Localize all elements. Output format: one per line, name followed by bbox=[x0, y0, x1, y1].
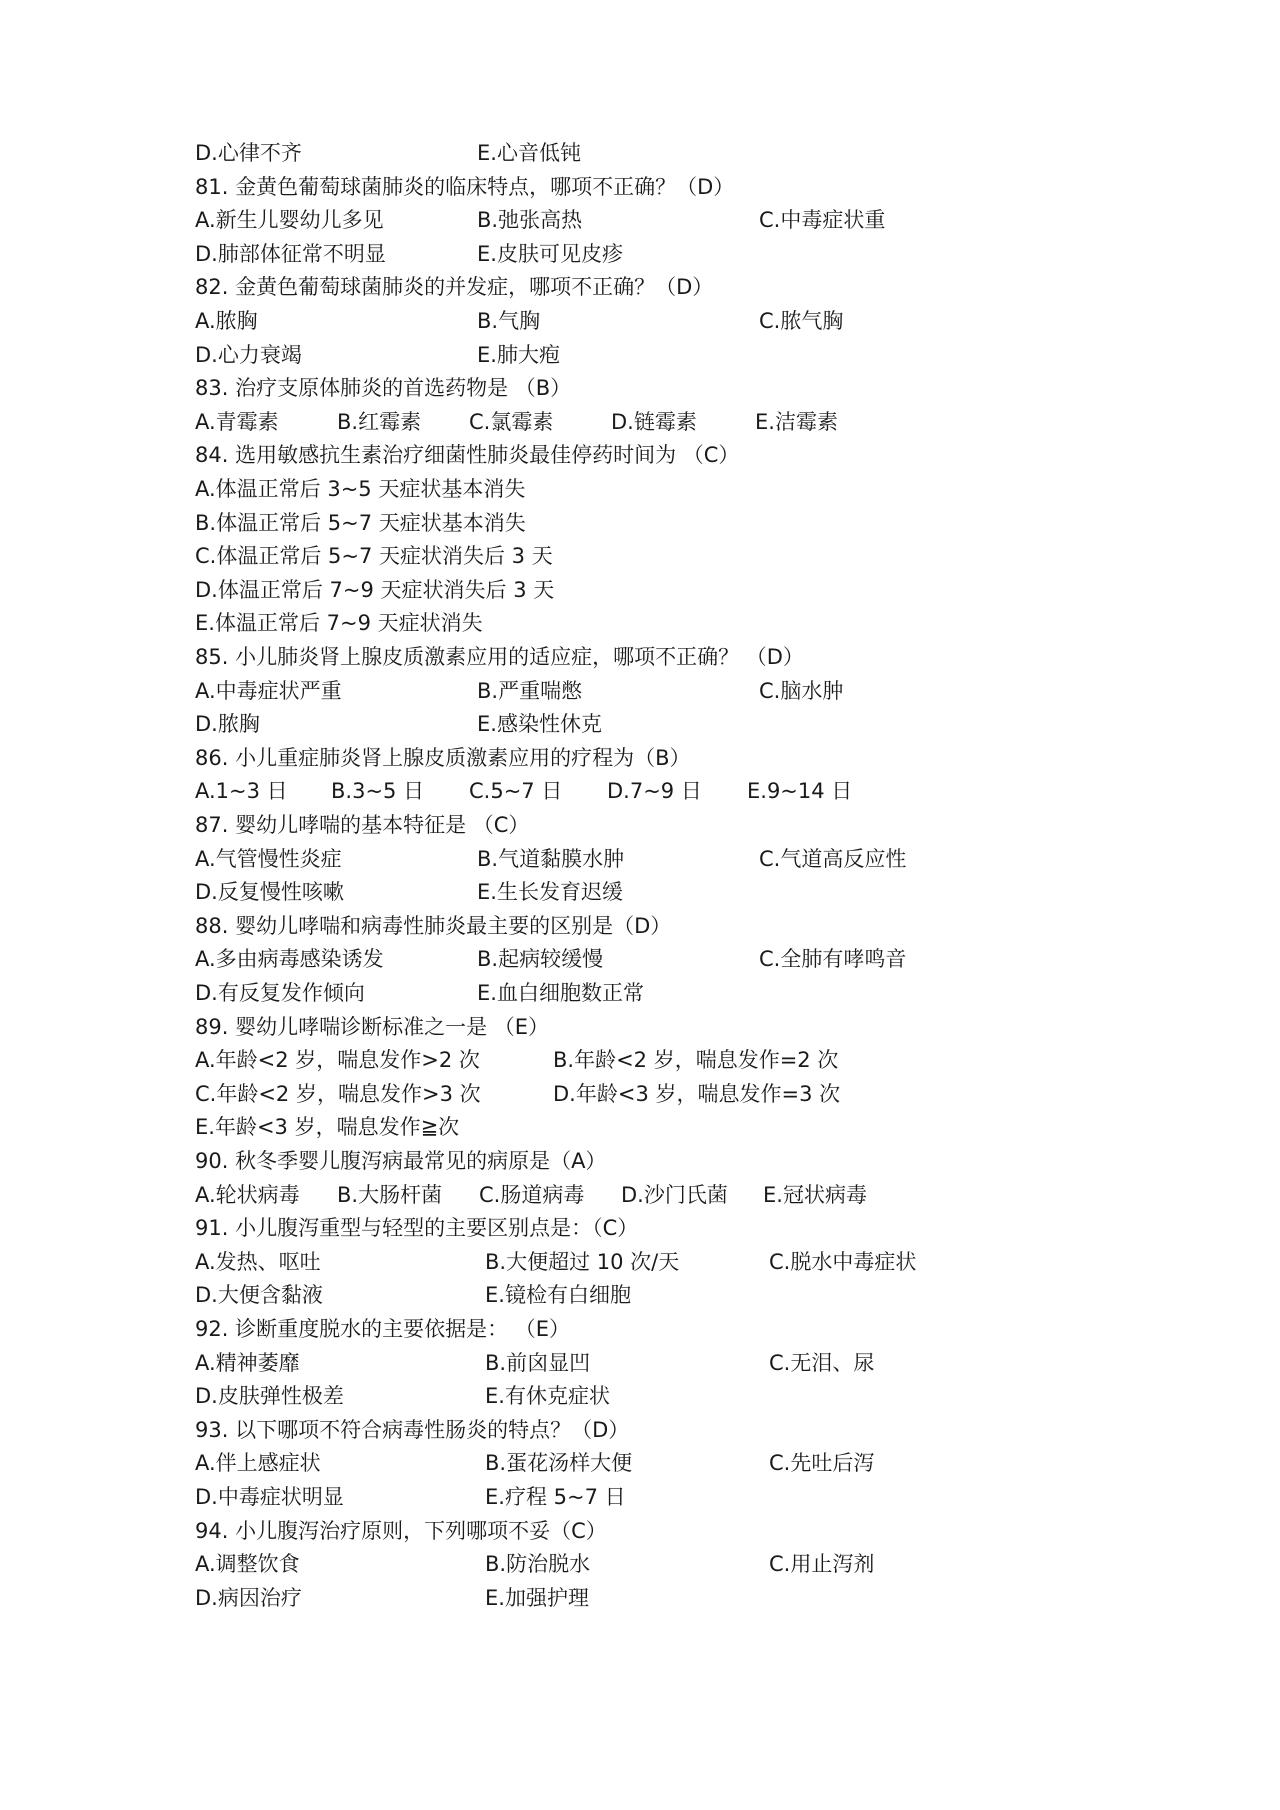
option-row bbox=[195, 774, 1195, 808]
question-stem: 90. 秋冬季婴儿腹泻病最常见的病原是（A） bbox=[195, 1149, 607, 1173]
answer-option: D.肺部体征常不明显 bbox=[195, 241, 386, 266]
question-stem: 93. 以下哪项不符合病毒性肠炎的特点？（D） bbox=[195, 1417, 630, 1442]
answer-option: B.气胸 bbox=[477, 309, 541, 333]
answer-option: E.9~14 日 bbox=[747, 779, 853, 804]
option-row bbox=[195, 1043, 1195, 1077]
question-stem: 89. 婴幼儿哮喘诊断标准之一是 （E） bbox=[195, 1014, 550, 1039]
answer-option: D.中毒症状明显 bbox=[195, 1485, 344, 1509]
question-stem: 84. 选用敏感抗生素治疗细菌性肺炎最佳停药时间为 （C） bbox=[195, 443, 740, 468]
answer-option: A.新生儿婴幼儿多见 bbox=[195, 208, 384, 233]
answer-option: D.7~9 日 bbox=[607, 779, 702, 804]
answer-option: C.5~7 日 bbox=[469, 779, 563, 804]
answer-option: E.肺大疱 bbox=[477, 342, 560, 367]
answer-option: A.伴上感症状 bbox=[195, 1451, 321, 1476]
option-row bbox=[195, 875, 1195, 909]
answer-option: B.年龄<2 岁，喘息发作=2 次 bbox=[553, 1048, 839, 1073]
answer-option: B.弛张高热 bbox=[477, 208, 583, 233]
option-row bbox=[195, 1446, 1195, 1480]
option-row bbox=[195, 1547, 1195, 1581]
option-row bbox=[195, 1245, 1195, 1279]
answer-option: C.先吐后泻 bbox=[769, 1451, 875, 1476]
answer-option: B.防治脱水 bbox=[485, 1552, 591, 1577]
answer-option: A.1~3 日 bbox=[195, 779, 288, 804]
question-stem: 88. 婴幼儿哮喘和病毒性肺炎最主要的区别是（D） bbox=[195, 913, 672, 938]
option-row bbox=[195, 674, 1195, 708]
answer-option: C.用止泻剂 bbox=[769, 1552, 875, 1577]
answer-option: C.无泪、尿 bbox=[769, 1350, 875, 1375]
option-row bbox=[195, 1379, 1195, 1413]
question-stem: 82. 金黄色葡萄球菌肺炎的并发症，哪项不正确？（D） bbox=[195, 275, 714, 300]
option-row bbox=[195, 237, 1195, 271]
option-row bbox=[195, 1346, 1195, 1380]
answer-option: D.有反复发作倾向 bbox=[195, 981, 365, 1005]
option-row bbox=[195, 338, 1195, 372]
answer-option: A.精神萎靡 bbox=[195, 1350, 300, 1375]
answer-option: B.严重喘憋 bbox=[477, 678, 583, 703]
answer-option: E.有休克症状 bbox=[485, 1384, 610, 1409]
question-stem: 81. 金黄色葡萄球菌肺炎的临床特点，哪项不正确？（D） bbox=[195, 174, 735, 199]
answer-option: A.多由病毒感染诱发 bbox=[195, 947, 384, 972]
answer-option: A.青霉素 bbox=[195, 409, 279, 434]
answer-option: A.年龄<2 岁，喘息发作>2 次 bbox=[195, 1048, 480, 1073]
answer-option: A.气管慢性炎症 bbox=[195, 846, 342, 871]
question-stem: 87. 婴幼儿哮喘的基本特征是 （C） bbox=[195, 813, 530, 837]
answer-option: B.红霉素 bbox=[337, 409, 422, 434]
answer-option: E.疗程 5~7 日 bbox=[485, 1485, 626, 1509]
answer-option: C.体温正常后 5~7 天症状消失后 3 天 bbox=[195, 544, 553, 569]
answer-option: D.大便含黏液 bbox=[195, 1283, 323, 1308]
answer-option: C.脓气胸 bbox=[759, 309, 844, 333]
option-row bbox=[195, 842, 1195, 876]
answer-option: E.洁霉素 bbox=[755, 409, 838, 434]
option-row bbox=[195, 1480, 1195, 1514]
question-stem: 86. 小儿重症肺炎肾上腺皮质激素应用的疗程为（B） bbox=[195, 745, 691, 770]
answer-option: A.轮状病毒 bbox=[195, 1182, 300, 1207]
answer-option: A.体温正常后 3~5 天症状基本消失 bbox=[195, 477, 526, 501]
option-row bbox=[195, 304, 1195, 338]
answer-option: D.年龄<3 岁，喘息发作=3 次 bbox=[553, 1081, 841, 1106]
answer-option: E.体温正常后 7~9 天症状消失 bbox=[195, 611, 483, 636]
answer-option: C.肠道病毒 bbox=[479, 1182, 585, 1207]
answer-option: E.心音低钝 bbox=[477, 141, 581, 165]
answer-option: B.体温正常后 5~7 天症状基本消失 bbox=[195, 510, 526, 535]
answer-option: C.脱水中毒症状 bbox=[769, 1249, 917, 1274]
option-row bbox=[195, 1178, 1195, 1212]
answer-option: C.年龄<2 岁，喘息发作>3 次 bbox=[195, 1081, 481, 1106]
answer-option: D.病因治疗 bbox=[195, 1585, 302, 1610]
answer-option: E.感染性休克 bbox=[477, 712, 602, 737]
answer-option: D.心力衰竭 bbox=[195, 342, 302, 367]
answer-option: B.大便超过 10 次/天 bbox=[485, 1249, 680, 1274]
question-stem: 85. 小儿肺炎肾上腺皮质激素应用的适应症，哪项不正确？ （D） bbox=[195, 645, 804, 669]
question-stem: 91. 小儿腹泻重型与轻型的主要区别点是：（C） bbox=[195, 1216, 639, 1241]
answer-option: B.起病较缓慢 bbox=[477, 947, 604, 972]
answer-option: A.脓胸 bbox=[195, 309, 258, 333]
option-row bbox=[195, 942, 1195, 976]
answer-option: B.气道黏膜水肿 bbox=[477, 846, 625, 871]
answer-option: A.调整饮食 bbox=[195, 1552, 300, 1577]
answer-option: E.年龄<3 岁，喘息发作≧次 bbox=[195, 1115, 460, 1140]
question-stem: 83. 治疗支原体肺炎的首选药物是 （B） bbox=[195, 376, 572, 401]
answer-option: E.加强护理 bbox=[485, 1585, 589, 1610]
answer-option: C.氯霉素 bbox=[469, 409, 554, 434]
answer-option: B.蛋花汤样大便 bbox=[485, 1451, 633, 1476]
option-row bbox=[195, 1278, 1195, 1312]
answer-option: C.气道高反应性 bbox=[759, 846, 907, 871]
answer-option: E.冠状病毒 bbox=[763, 1182, 867, 1207]
answer-option: B.前囟显凹 bbox=[485, 1350, 591, 1375]
answer-option: B.大肠杆菌 bbox=[337, 1182, 443, 1207]
answer-option: D.体温正常后 7~9 天症状消失后 3 天 bbox=[195, 577, 555, 602]
answer-option: D.沙门氏菌 bbox=[621, 1182, 728, 1207]
answer-option: C.全肺有哮鸣音 bbox=[759, 947, 907, 972]
answer-option: C.中毒症状重 bbox=[759, 208, 886, 233]
answer-option: D.反复慢性咳嗽 bbox=[195, 880, 344, 905]
question-stem: 92. 诊断重度脱水的主要依据是： （E） bbox=[195, 1317, 571, 1341]
answer-option: D.心律不齐 bbox=[195, 141, 302, 165]
option-row bbox=[195, 1077, 1195, 1111]
answer-option: A.中毒症状严重 bbox=[195, 678, 342, 703]
answer-option: E.皮肤可见皮疹 bbox=[477, 241, 623, 266]
answer-option: E.镜检有白细胞 bbox=[485, 1283, 631, 1308]
option-row bbox=[195, 203, 1195, 237]
question-stem: 94. 小儿腹泻治疗原则，下列哪项不妥（C） bbox=[195, 1518, 607, 1543]
answer-option: D.脓胸 bbox=[195, 712, 260, 737]
answer-option: D.链霉素 bbox=[611, 409, 697, 434]
option-row bbox=[195, 1581, 1195, 1615]
option-row bbox=[195, 405, 1195, 439]
answer-option: C.脑水肿 bbox=[759, 678, 844, 703]
answer-option: D.皮肤弹性极差 bbox=[195, 1384, 344, 1409]
option-row bbox=[195, 976, 1195, 1010]
answer-option: E.血白细胞数正常 bbox=[477, 981, 644, 1005]
answer-option: E.生长发育迟缓 bbox=[477, 880, 623, 905]
answer-option: A.发热、呕吐 bbox=[195, 1249, 321, 1274]
option-row bbox=[195, 707, 1195, 741]
option-row bbox=[195, 136, 1195, 170]
answer-option: B.3~5 日 bbox=[331, 779, 425, 804]
